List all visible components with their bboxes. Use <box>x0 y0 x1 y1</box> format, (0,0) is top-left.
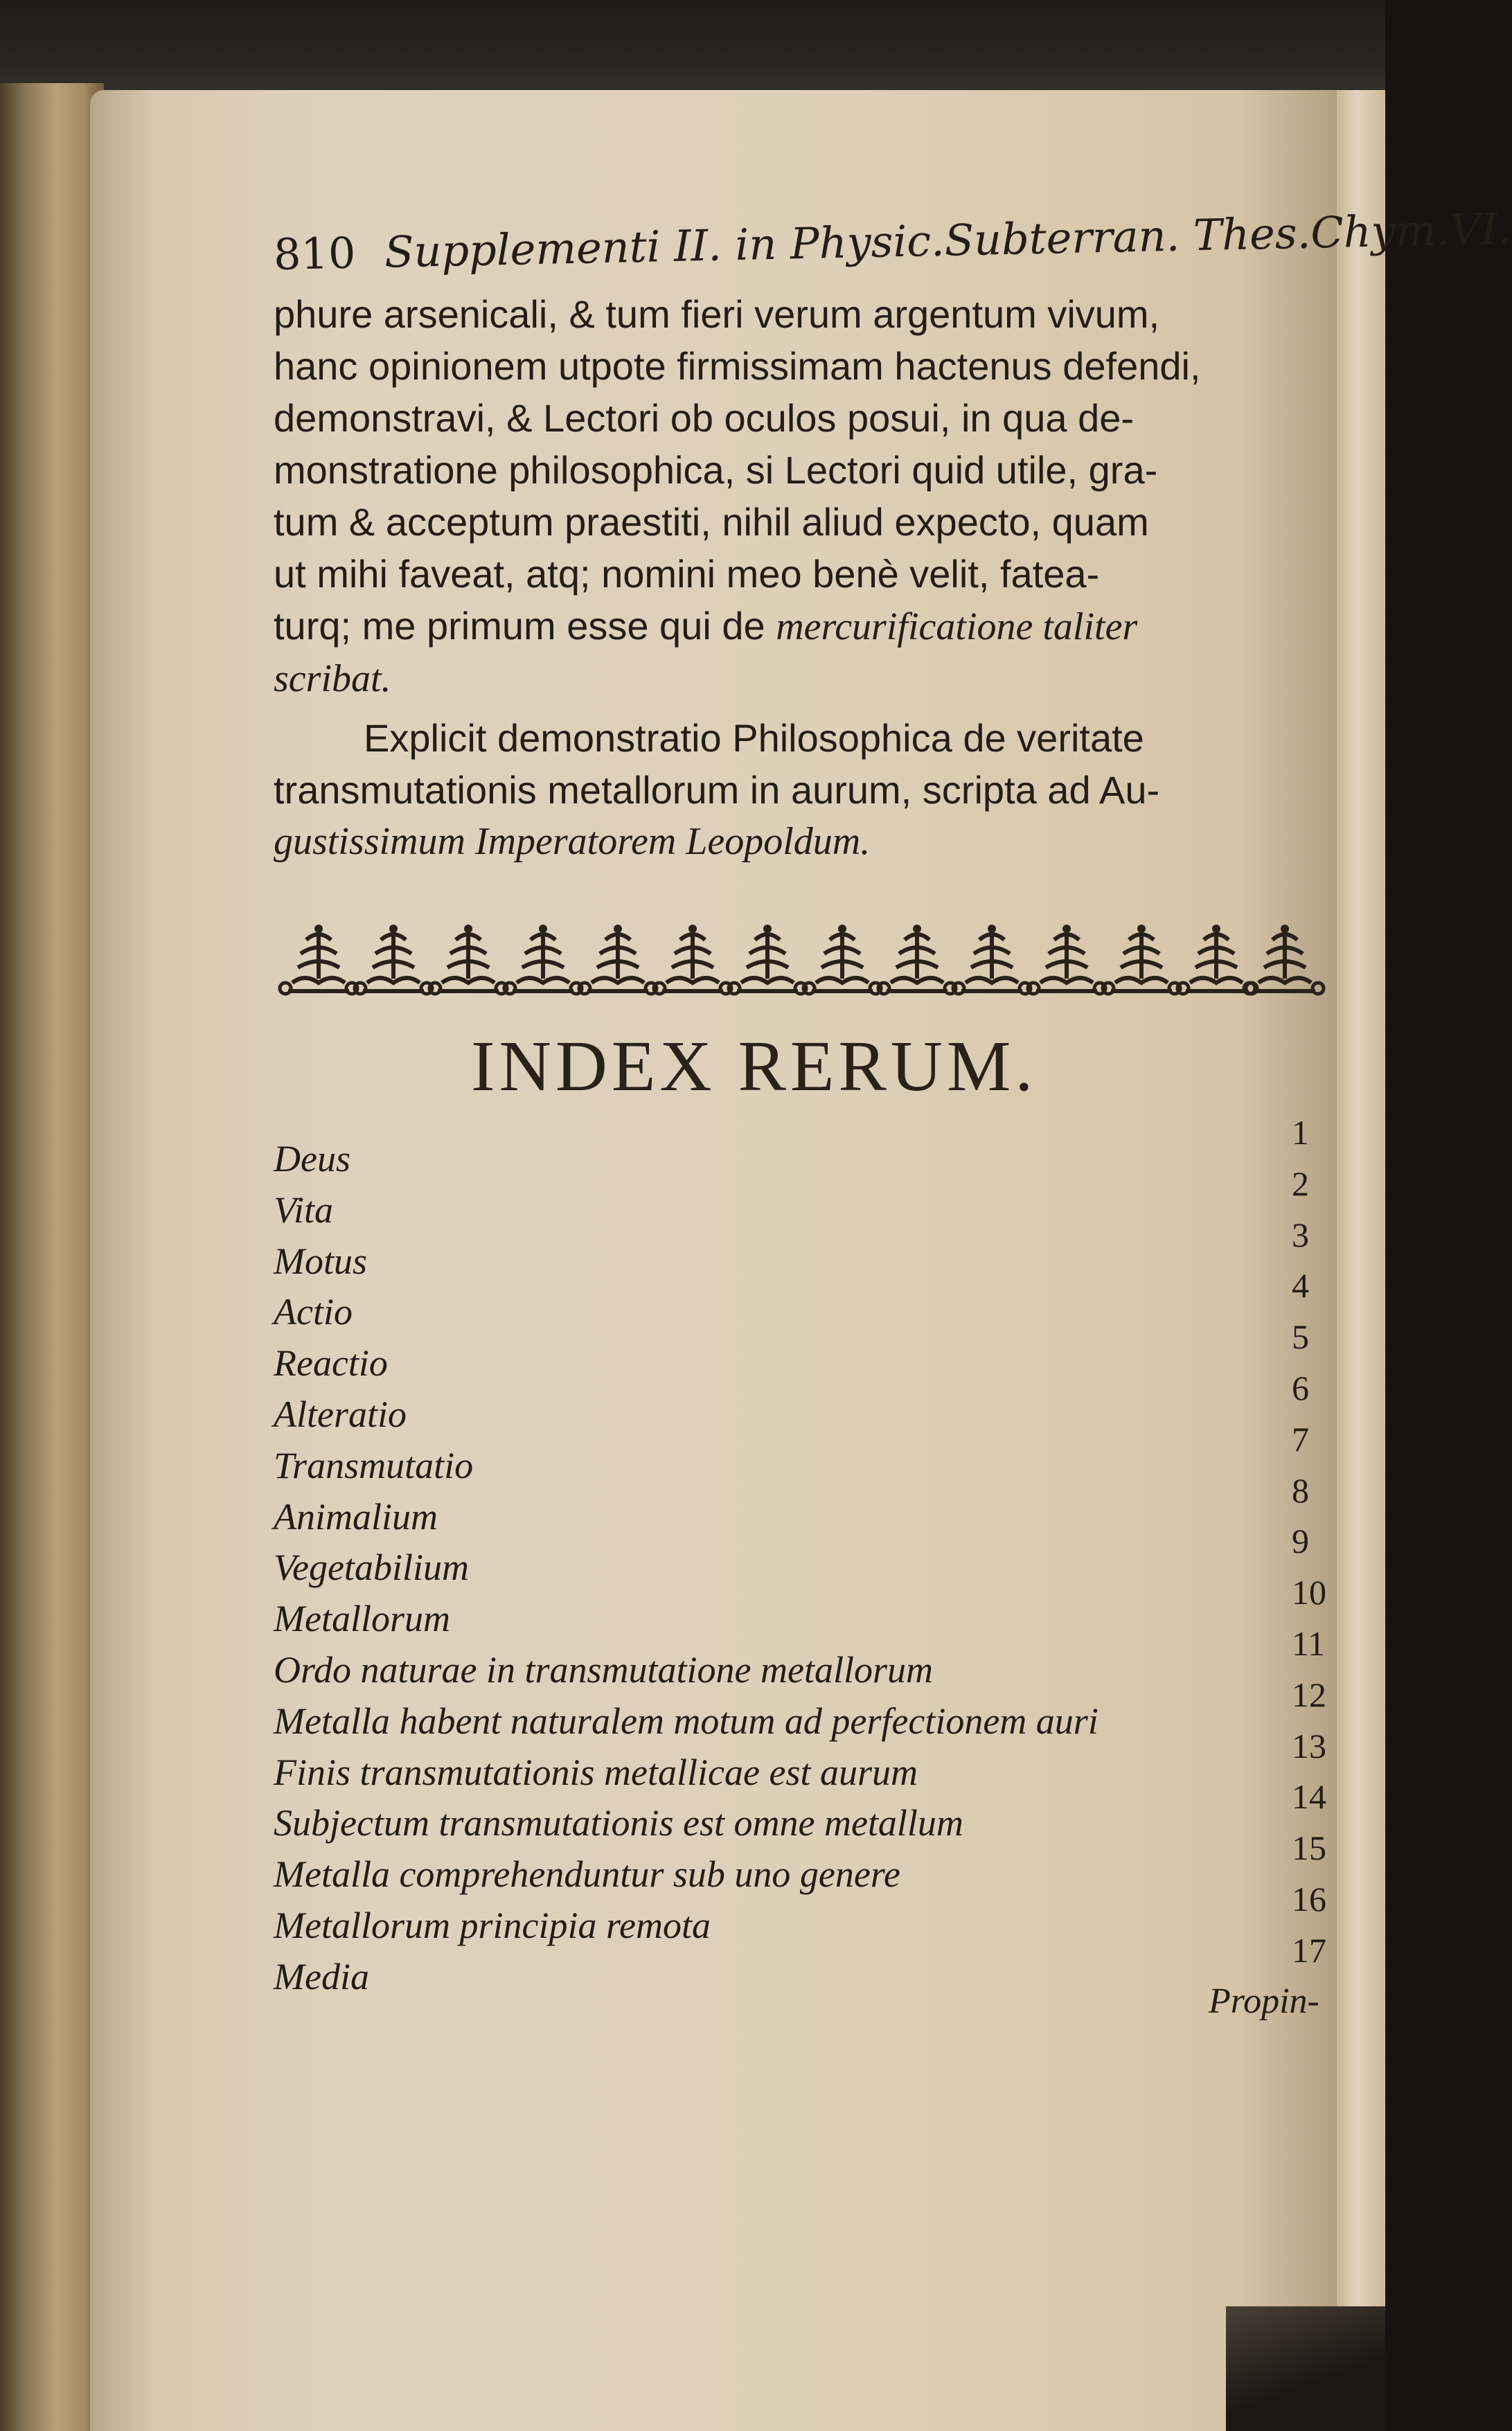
index-number: 12 <box>1292 1675 1326 1714</box>
index-number: 14 <box>1292 1777 1326 1817</box>
fleuron-icon <box>654 925 731 994</box>
index-number: 10 <box>1292 1573 1326 1612</box>
running-title: Supplementi II. in Physic.Subterran. Thes.Chym.VI. <box>384 203 1512 278</box>
page-stack-edge <box>0 83 104 2431</box>
index-entry <box>274 1573 1340 1645</box>
text-segment: turq; me primum esse qui de <box>274 604 776 648</box>
index-title: INDEX RERUM. <box>471 1026 1038 1106</box>
index-number: 9 <box>1292 1522 1309 1561</box>
index-number: 6 <box>1292 1368 1309 1407</box>
index-entry <box>274 1317 1340 1389</box>
index-number: 1 <box>1292 1113 1309 1152</box>
fleuron-icon <box>729 925 806 994</box>
text-line: Explicit demonstratio Philosophica de veritate <box>364 716 1144 760</box>
index-term: Motus <box>274 1240 367 1282</box>
index-term: Transmutatio <box>274 1444 474 1486</box>
index-number: 15 <box>1292 1828 1326 1868</box>
fleuron-icon <box>1028 925 1105 994</box>
text-line: demonstravi, & Lectori ob oculos posui, in qua de- <box>274 396 1135 440</box>
index-term: Vita <box>274 1188 333 1231</box>
fleuron-icon <box>1177 925 1255 994</box>
italic-segment: mercurificatione taliter <box>776 605 1138 648</box>
catchword: Propin- <box>1209 1982 1319 2021</box>
index-term: Finis transmutationis metallicae est aurum <box>274 1751 918 1793</box>
closing-paragraph <box>274 288 1333 705</box>
index-entry <box>274 1930 1340 2003</box>
index-entry <box>274 1164 1340 1236</box>
text-line: ut mihi faveat, atq; nomini meo benè velit, fatea- <box>274 552 1100 596</box>
index-entry <box>274 1368 1340 1441</box>
index-term: Metalla comprehenduntur sub uno genere <box>274 1853 900 1896</box>
index-term: Alteratio <box>274 1393 407 1435</box>
index-term: Animalium <box>274 1495 438 1538</box>
fleuron-icon <box>1246 925 1324 994</box>
index-entry <box>274 1726 1340 1799</box>
index-number: 4 <box>1292 1266 1309 1306</box>
index-number: 2 <box>1292 1164 1309 1203</box>
index-term: Metallorum <box>274 1598 450 1640</box>
bottom-corner-shadow <box>1226 2306 1385 2431</box>
text-line: gustissimum Imperatorem Leopoldum. <box>274 820 871 863</box>
fleuron-icon <box>504 925 582 994</box>
index-term: Actio <box>274 1291 353 1333</box>
index-number: 11 <box>1292 1623 1326 1663</box>
index-number: 13 <box>1292 1726 1326 1765</box>
text-line: tum & acceptum praestiti, nihil aliud expecto, quam <box>274 500 1149 544</box>
index-entry <box>274 1675 1340 1747</box>
text-line: transmutationis metallorum in aurum, scripta ad Au- <box>274 768 1160 812</box>
index-entry <box>274 1419 1340 1492</box>
index-entry <box>274 1623 1340 1696</box>
text-line: phure arsenicali, & tum fieri verum argentum vivum, <box>274 292 1160 336</box>
main-text-column <box>273 203 1512 868</box>
index-term: Media <box>274 1955 369 1997</box>
fleuron-icon <box>803 925 881 994</box>
text-line: monstratione philosophica, si Lectori quid utile, gra- <box>274 448 1158 492</box>
index-entry <box>274 1879 1340 1952</box>
fleuron-icon <box>1103 925 1180 994</box>
text-line: scribat. <box>274 657 391 700</box>
page-number: 810 <box>273 227 357 280</box>
next-page-edge <box>1337 90 1385 2431</box>
index-entry <box>274 1522 1340 1594</box>
index-entry <box>274 1266 1340 1338</box>
index-entry <box>274 1113 1340 1185</box>
index-list <box>274 1113 1340 2003</box>
index-term: Deus <box>274 1138 350 1179</box>
index-term: Reactio <box>274 1342 388 1384</box>
index-term: Ordo naturae in transmutatione metallorum <box>274 1648 933 1691</box>
fleuron-icon <box>280 925 357 994</box>
text-line: hanc opinionem utpote firmissimam hactenus defendi, <box>274 344 1201 388</box>
fleuron-icon <box>579 925 657 994</box>
index-entry <box>274 1215 1340 1288</box>
index-entry <box>274 1777 1340 1849</box>
fleuron-icon <box>355 925 432 994</box>
fleuron-icon <box>429 925 507 994</box>
index-number: 8 <box>1292 1470 1309 1510</box>
index-term: Metallorum principia remota <box>274 1904 711 1946</box>
index-term: Vegetabilium <box>274 1547 469 1589</box>
index-number: 16 <box>1292 1879 1326 1918</box>
index-term: Metalla habent naturalem motum ad perfectionem auri <box>274 1700 1099 1742</box>
index-number: 3 <box>1292 1215 1309 1254</box>
index-number: 5 <box>1292 1317 1309 1357</box>
index-term: Subjectum transmutationis est omne metallum <box>274 1802 963 1844</box>
index-entry <box>274 1470 1340 1543</box>
fleuron-icon <box>953 925 1031 994</box>
index-entry <box>274 1828 1340 1900</box>
ornament-band <box>287 925 1319 1001</box>
text-line <box>274 600 1333 653</box>
fleuron-icon <box>878 925 956 994</box>
index-number: 7 <box>1292 1419 1309 1459</box>
explicit-paragraph <box>274 712 1333 868</box>
index-number: 17 <box>1292 1930 1326 1970</box>
